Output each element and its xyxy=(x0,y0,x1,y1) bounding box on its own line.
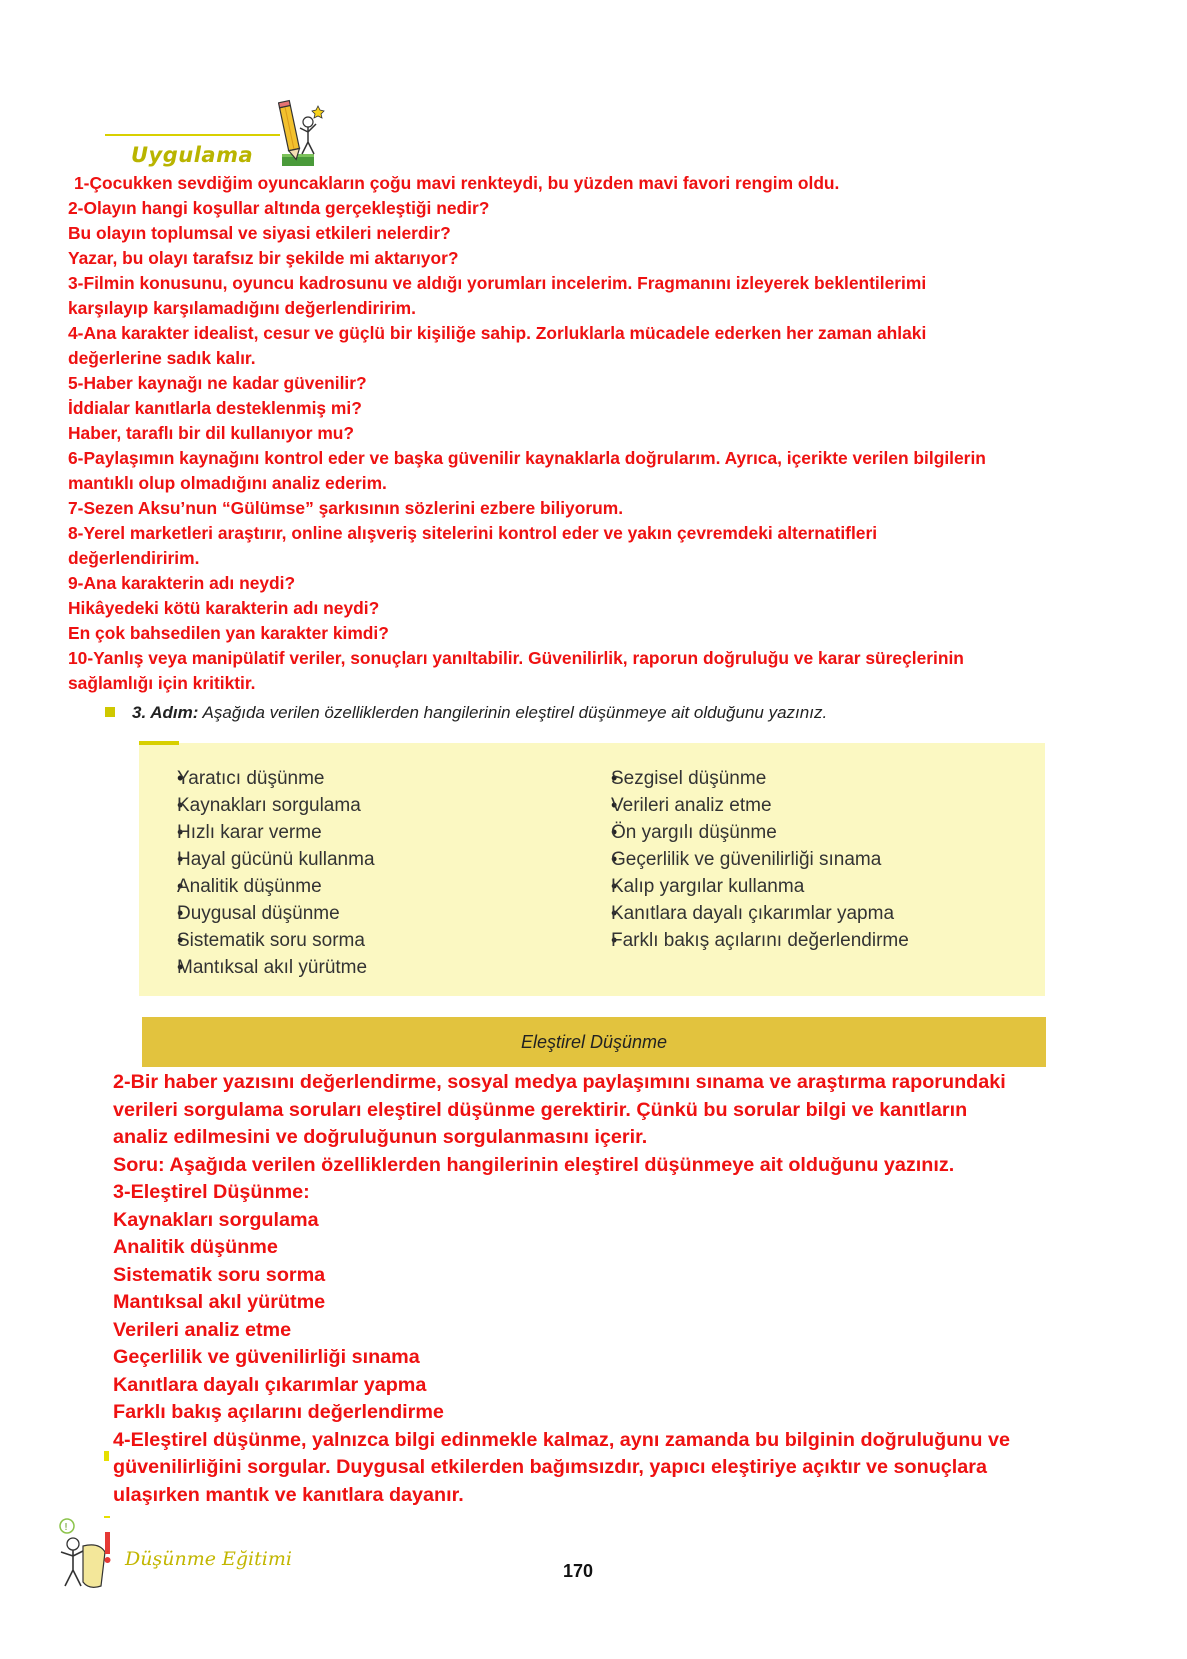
answer-title-bar xyxy=(142,1017,1046,1067)
answer-line: Haber, taraflı bir dil kullanıyor mu? xyxy=(68,423,355,443)
pencil-mascot-icon xyxy=(278,98,328,170)
option-text: Sezgisel düşünme xyxy=(611,768,767,789)
bullet-dot-icon xyxy=(573,765,611,792)
answer-line: güvenilirliğini sorgular. Duygusal etkilerden bağımsızdır, yapıcı eleştiriye açıktır ve sonuçlara xyxy=(113,1456,987,1478)
option-item xyxy=(573,873,909,900)
answer-line: Geçerlilik ve güvenilirliği sınama xyxy=(113,1346,420,1368)
section-title: Uygulama xyxy=(131,143,254,167)
option-text: Hızlı karar verme xyxy=(177,822,322,843)
step-label: 3. Adım: xyxy=(132,703,199,722)
option-item xyxy=(139,792,375,819)
answer-line: 6-Paylaşımın kaynağını kontrol eder ve başka güvenilir kaynaklarla doğrularım. Ayrıca, içerikte verilen bilgilerin xyxy=(68,448,986,468)
answer-line: 3-Filmin konusunu, oyuncu kadrosunu ve aldığı yorumları incelerim. Fragmanını izleyerek beklentilerimi xyxy=(68,273,927,293)
bullet-dot-icon xyxy=(139,846,177,873)
answer-line: Verileri analiz etme xyxy=(113,1318,292,1341)
bullet-dot-icon xyxy=(139,927,177,954)
svg-text:!: ! xyxy=(64,1522,69,1533)
option-item xyxy=(139,873,375,900)
answer-line: En çok bahsedilen yan karakter kimdi? xyxy=(68,623,389,643)
answer-line: 4-Ana karakter idealist, cesur ve güçlü bir kişiliğe sahip. Zorluklarla mücadele ederken her zaman ahlaki xyxy=(68,323,927,343)
answer-line: analiz edilmesini ve doğruluğunun sorgulanmasını içerir. xyxy=(113,1126,648,1148)
footer-label: Düşünme Eğitimi xyxy=(125,1548,292,1570)
answer-line: Mantıksal akıl yürütme xyxy=(113,1291,326,1313)
option-item xyxy=(139,900,375,927)
answer-line: Farklı bakış açılarını değerlendirme xyxy=(113,1401,444,1423)
page-number: 170 xyxy=(563,1561,594,1581)
option-item xyxy=(573,765,909,792)
option-item xyxy=(139,765,375,792)
bullet-dot-icon xyxy=(573,900,611,927)
answer-line: Bu olayın toplumsal ve siyasi etkileri nelerdir? xyxy=(68,223,451,243)
answers-bottom xyxy=(113,1069,1173,1509)
answer-line: İddialar kanıtlarla desteklenmiş mi? xyxy=(68,398,362,418)
answer-line: Kaynakları sorgulama xyxy=(113,1208,319,1231)
answer-line: değerlendiririm. xyxy=(68,548,200,568)
answer-line: mantıklı olup olmadığını analiz ederim. xyxy=(68,473,387,493)
option-text: Geçerlilik ve güvenilirliği sınama xyxy=(611,849,882,870)
option-item xyxy=(573,792,909,819)
answer-line: Analitik düşünme xyxy=(113,1236,278,1258)
box-accent xyxy=(139,741,179,745)
answers-top xyxy=(68,171,1128,696)
option-item xyxy=(573,900,909,927)
answer-line: 2-Bir haber yazısını değerlendirme, sosyal medya paylaşımını sınama ve araştırma raporundaki xyxy=(113,1071,1006,1093)
answer-line: 4-Eleştirel düşünme, yalnızca bilgi edinmekle kalmaz, aynı zamanda bu bilginin doğruluğunu ve xyxy=(113,1428,1010,1451)
answer-line: Sistematik soru sorma xyxy=(113,1263,326,1286)
answer-line: Yazar, bu olayı tarafsız bir şekilde mi aktarıyor? xyxy=(68,248,459,268)
bullet-square-icon xyxy=(105,707,115,717)
option-item xyxy=(139,846,375,873)
step-text: Aşağıda verilen özelliklerden hangilerinin eleştirel düşünmeye ait olduğunu yazınız. xyxy=(202,703,828,722)
option-text: Analitik düşünme xyxy=(177,876,322,897)
option-text: Kaynakları sorgulama xyxy=(177,795,361,816)
answer-line: 2-Olayın hangi koşullar altında gerçekleştiği nedir? xyxy=(68,198,490,218)
option-text: Ön yargılı düşünme xyxy=(611,822,777,843)
bullet-dot-icon xyxy=(139,873,177,900)
option-text: Yaratıcı düşünme xyxy=(177,768,325,789)
bullet-dot-icon xyxy=(139,792,177,819)
option-item xyxy=(573,819,909,846)
bullet-dot-icon xyxy=(139,765,177,792)
answer-line: ulaşırken mantık ve kanıtlara dayanır. xyxy=(113,1483,464,1506)
option-text: Mantıksal akıl yürütme xyxy=(177,957,368,978)
answer-line: 3-Eleştirel Düşünme: xyxy=(113,1181,310,1203)
side-marker xyxy=(104,1451,109,1461)
bullet-dot-icon xyxy=(573,792,611,819)
options-box xyxy=(139,743,1045,996)
options-left-list xyxy=(139,765,375,981)
bullet-dot-icon xyxy=(139,954,177,981)
option-item xyxy=(139,819,375,846)
bullet-dot-icon xyxy=(139,819,177,846)
option-text: Duygusal düşünme xyxy=(177,903,340,924)
answer-line: 8-Yerel marketleri araştırır, online alışveriş sitelerini kontrol eder ve yakın çevremdeki alternatifleri xyxy=(68,523,878,543)
option-item xyxy=(573,927,909,954)
answer-line: 5-Haber kaynağı ne kadar güvenilir? xyxy=(68,373,367,393)
answer-line: sağlamlığı için kritiktir. xyxy=(68,673,256,693)
answer-line: Hikâyedeki kötü karakterin adı neydi? xyxy=(68,598,380,618)
bullet-dot-icon xyxy=(573,927,611,954)
option-item xyxy=(139,927,375,954)
option-text: Sistematik soru sorma xyxy=(177,930,365,951)
option-text: Hayal gücünü kullanma xyxy=(177,849,375,870)
bullet-dot-icon xyxy=(573,846,611,873)
bullet-dot-icon xyxy=(139,900,177,927)
option-item xyxy=(139,954,375,981)
answer-line: Kanıtlara dayalı çıkarımlar yapma xyxy=(113,1373,427,1396)
option-text: Kalıp yargılar kullanma xyxy=(611,876,805,897)
answer-line: verileri sorgulama soruları eleştirel düşünme gerektirir. Çünkü bu sorular bilgi ve kanıtların xyxy=(113,1098,968,1121)
option-item xyxy=(573,846,909,873)
answer-line: 10-Yanlış veya manipülatif veriler, sonuçları yanıltabilir. Güvenilirlik, raporun doğruluğu ve karar süreçlerinin xyxy=(68,648,964,668)
bullet-dot-icon xyxy=(573,873,611,900)
options-right-list xyxy=(573,765,909,954)
answer-line: 9-Ana karakterin adı neydi? xyxy=(68,573,296,593)
answer-line: Soru: Aşağıda verilen özelliklerden hangilerinin eleştirel düşünmeye ait olduğunu yazınız. xyxy=(113,1153,955,1176)
header-rule xyxy=(105,134,280,136)
answer-line: değerlerine sadık kalır. xyxy=(68,348,256,368)
step-instruction xyxy=(105,703,1155,723)
answer-title: Eleştirel Düşünme xyxy=(520,1031,668,1052)
answer-line: karşılayıp karşılamadığını değerlendiririm. xyxy=(68,298,416,318)
answer-line: 1-Çocukken sevdiğim oyuncakların çoğu mavi renkteydi, bu yüzden mavi favori rengim oldu. xyxy=(74,173,840,193)
option-text: Verileri analiz etme xyxy=(611,795,772,816)
bullet-dot-icon xyxy=(573,819,611,846)
option-text: Kanıtlara dayalı çıkarımlar yapma xyxy=(611,903,895,924)
thinking-mascot-icon xyxy=(53,1516,119,1590)
answer-line: 7-Sezen Aksu’nun “Gülümse” şarkısının sözlerini ezbere biliyorum. xyxy=(68,498,624,518)
option-text: Farklı bakış açılarını değerlendirme xyxy=(611,930,909,951)
